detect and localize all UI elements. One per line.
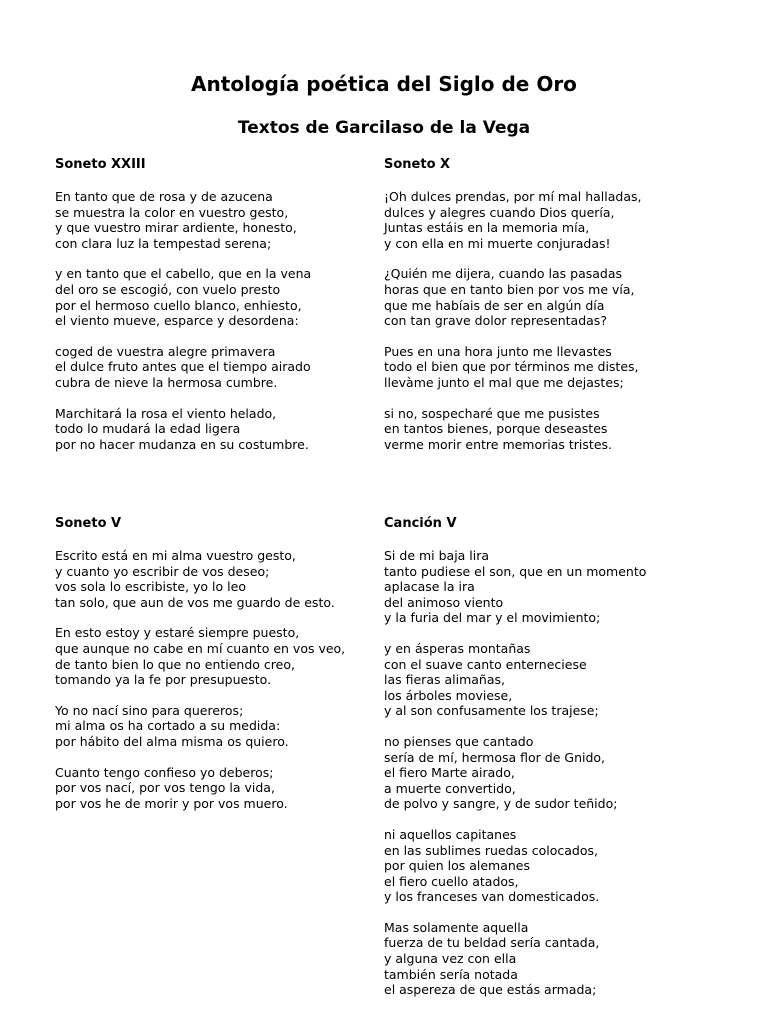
- verse-line: con clara luz la tempestad serena;: [55, 235, 272, 251]
- verse-line: En esto estoy y estaré siempre puesto,: [55, 625, 300, 641]
- verse-line: por hábito del alma misma os quiero.: [55, 733, 289, 749]
- verse-line: por vos he de morir y por vos muero.: [55, 795, 288, 811]
- stanza: [55, 548, 345, 610]
- verse-line: de polvo y sangre, y de sudor teñido;: [384, 796, 618, 812]
- verse-line: con tan grave dolor representadas?: [384, 313, 607, 329]
- verse-line: el fiero Marte airado,: [384, 765, 515, 781]
- verse-line: fuerza de tu beldad sería cantada,: [384, 935, 600, 951]
- stanza: [384, 920, 646, 998]
- stanza: [55, 765, 345, 812]
- verse-line: Marchitará la rosa el viento helado,: [55, 405, 277, 421]
- verse-line: se muestra la color en vuestro gesto,: [55, 204, 289, 220]
- stanza: [384, 189, 641, 251]
- verse-line: el dulce fruto antes que el tiempo airado: [55, 359, 311, 375]
- verse-line: del oro se escogió, con vuelo presto: [55, 281, 281, 297]
- stanza: [55, 266, 311, 328]
- verse-line: llevàme junto el mal que me dejastes;: [384, 374, 624, 390]
- verse-line: y en tanto que el cabello, que en la vena: [55, 266, 312, 282]
- verse-line: y en ásperas montañas: [384, 640, 531, 656]
- verse-line: dulces y alegres cuando Dios quería,: [384, 204, 615, 220]
- verse-line: mi alma os ha cortado a su medida:: [55, 718, 281, 734]
- verse-line: Yo no nací sino para quereros;: [55, 702, 244, 718]
- verse-line: todo lo mudará la edad ligera: [55, 421, 241, 437]
- stanza: [384, 266, 641, 328]
- verse-line: no pienses que cantado: [384, 733, 534, 749]
- verse-line: coged de vuestra alegre primavera: [55, 343, 276, 359]
- verse-line: ¡Oh dulces prendas, por mí mal halladas,: [384, 189, 642, 204]
- verse-line: Pues en una hora junto me llevastes: [384, 343, 612, 359]
- poem-body: [55, 548, 345, 811]
- verse-line: del animoso viento: [384, 594, 504, 610]
- verse-line: a muerte convertido,: [384, 780, 516, 796]
- document-title: Antología poética del Siglo de Oro: [191, 72, 577, 96]
- poem-body: [55, 189, 311, 452]
- verse-line: todo el bien que por términos me distes,: [384, 359, 639, 375]
- verse-line: tan solo, que aun de vos me guardo de esto.: [55, 594, 335, 610]
- stanza: [55, 703, 345, 750]
- verse-line: también sería notada: [384, 966, 518, 982]
- verse-line: Cuanto tengo confieso yo deberos;: [55, 764, 274, 780]
- verse-line: Si de mi baja lira: [384, 548, 490, 563]
- verse-line: el viento mueve, esparce y desordena:: [55, 313, 299, 329]
- stanza: [384, 641, 646, 719]
- verse-line: y la furia del mar y el movimiento;: [384, 610, 601, 626]
- stanza: [384, 827, 646, 905]
- stanza: [384, 406, 641, 453]
- verse-line: y cuanto yo escribir de vos deseo;: [55, 563, 270, 579]
- verse-line: por vos nací, por vos tengo la vida,: [55, 780, 275, 796]
- document-subtitle: Textos de Garcilaso de la Vega: [237, 118, 531, 138]
- verse-line: vos sola lo escribiste, yo lo leo: [55, 579, 246, 595]
- verse-line: Juntas estáis en la memoria mía,: [384, 220, 590, 236]
- verse-line: cubra de nieve la hermosa cumbre.: [55, 374, 278, 390]
- verse-line: las fieras alimañas,: [384, 672, 505, 688]
- poem-title: Soneto XXIII: [55, 157, 146, 172]
- verse-line: aplacase la ira: [384, 579, 475, 595]
- poem-title: Canción V: [384, 516, 457, 531]
- verse-line: y al son confusamente los trajese;: [384, 703, 599, 719]
- stanza: [384, 548, 646, 626]
- verse-line: tomando ya la fe por presupuesto.: [55, 672, 272, 688]
- verse-line: tanto pudiese el son, que en un momento: [384, 563, 647, 579]
- verse-line: horas que en tanto bien por vos me vía,: [384, 281, 635, 297]
- poem-soneto-x: [384, 157, 641, 467]
- verse-line: en las sublimes ruedas colocados,: [384, 842, 598, 858]
- verse-line: con el suave canto enterneciese: [384, 656, 587, 672]
- verse-line: si no, sospecharé que me pusistes: [384, 405, 600, 421]
- stanza: [55, 406, 311, 453]
- poem-soneto-v: [55, 516, 345, 826]
- poem-cancion-v: [384, 516, 646, 1013]
- verse-line: Escrito está en mi alma vuestro gesto,: [55, 548, 296, 563]
- verse-line: ¿Quién me dijera, cuando las pasadas: [384, 266, 623, 282]
- stanza: [55, 625, 345, 687]
- verse-line: y alguna vez con ella: [384, 951, 517, 967]
- stanza: [384, 734, 646, 812]
- verse-line: el fiero cuello atados,: [384, 873, 519, 889]
- poem-title: Soneto V: [55, 516, 122, 531]
- verse-line: los árboles moviese,: [384, 687, 513, 703]
- poem-body: [384, 189, 641, 452]
- verse-line: y con ella en mi muerte conjuradas!: [384, 235, 611, 251]
- verse-line: de tanto bien lo que no entiendo creo,: [55, 656, 295, 672]
- verse-line: Mas solamente aquella: [384, 919, 529, 935]
- poem-soneto-xxiii: [55, 157, 311, 467]
- stanza: [384, 344, 641, 391]
- verse-line: que aunque no cabe en mí cuanto en vos veo,: [55, 640, 346, 656]
- verse-line: y que vuestro mirar ardiente, honesto,: [55, 220, 297, 236]
- verse-line: que me habíais de ser en algún día: [384, 297, 605, 313]
- verse-line: verme morir entre memorias tristes.: [384, 436, 612, 452]
- stanza: [55, 189, 311, 251]
- verse-line: por quien los alemanes: [384, 858, 531, 874]
- verse-line: sería de mí, hermosa flor de Gnido,: [384, 749, 606, 765]
- poem-title: Soneto X: [384, 157, 451, 172]
- verse-line: en tantos bienes, porque deseastes: [384, 421, 608, 437]
- stanza: [55, 344, 311, 391]
- verse-line: En tanto que de rosa y de azucena: [55, 189, 273, 204]
- verse-line: por no hacer mudanza en su costumbre.: [55, 436, 309, 452]
- verse-line: y los franceses van domesticados.: [384, 889, 600, 905]
- verse-line: por el hermoso cuello blanco, enhiesto,: [55, 297, 302, 313]
- verse-line: el aspereza de que estás armada;: [384, 982, 597, 998]
- poem-body: [384, 548, 646, 998]
- verse-line: ni aquellos capitanes: [384, 826, 517, 842]
